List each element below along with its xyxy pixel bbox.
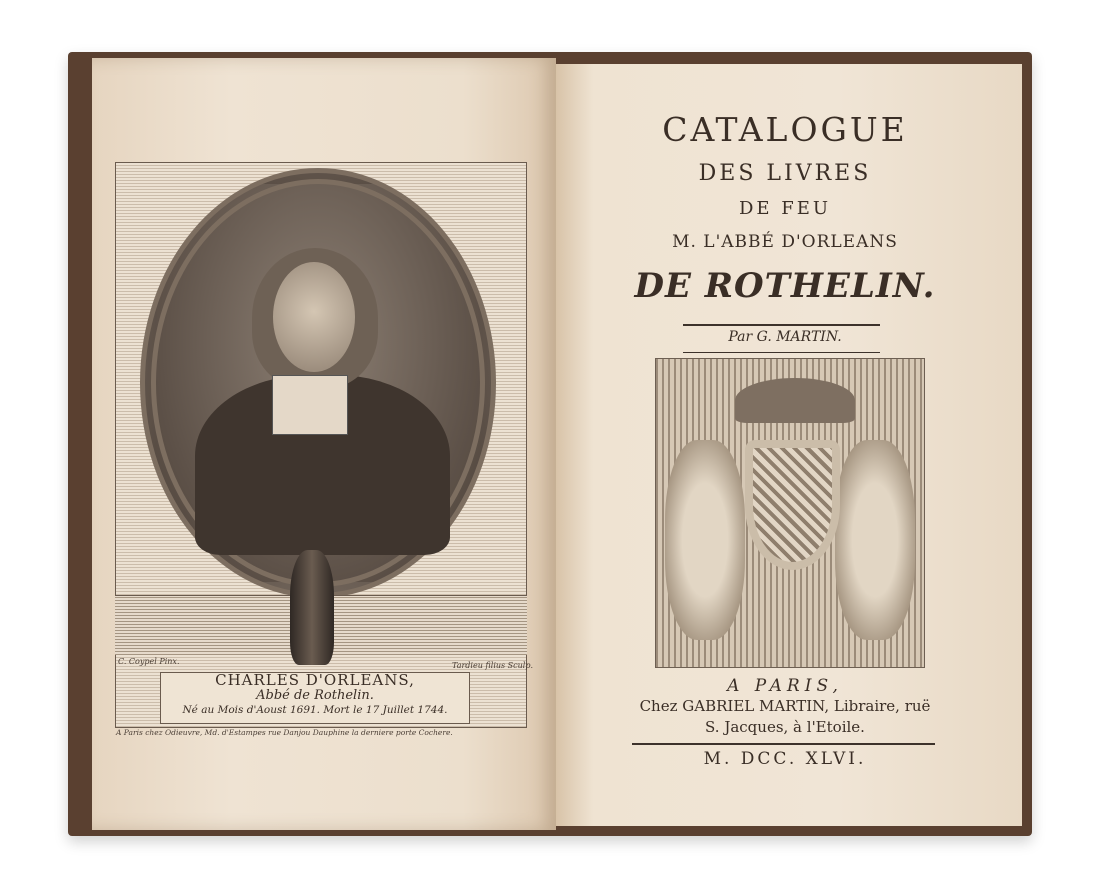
engraver-credit: Tardieu filius Sculp.	[452, 661, 534, 670]
painter-credit: C. Coypel Pinx.	[118, 657, 180, 666]
right-angel	[835, 440, 915, 640]
title-line-3: DE FEU	[738, 198, 832, 219]
crown	[735, 378, 855, 423]
rule-top	[683, 324, 880, 326]
vase	[290, 550, 334, 665]
rule-author	[683, 352, 880, 353]
place-line: A PARIS,	[727, 676, 843, 696]
left-angel	[665, 440, 745, 640]
title-line-2: DES LIVRES	[698, 161, 872, 186]
title-line-1: CATALOGUE	[662, 110, 908, 149]
date-line: M. DCC. XLVI.	[703, 749, 867, 769]
sitter-dates: Né au Mois d'Aoust 1691. Mort le 17 Juillet 1744.	[182, 704, 448, 716]
portrait-face	[273, 262, 355, 372]
title-line-5: DE ROTHELIN.	[634, 266, 936, 306]
publisher-line: A Paris chez Odieuvre, Md. d'Estampes rue Danjou Dauphine la derniere porte Cochere.	[116, 728, 453, 737]
title-line-4: M. L'ABBÉ D'ORLEANS	[672, 232, 898, 252]
shield	[745, 440, 840, 570]
sitter-name: CHARLES D'ORLEANS,	[215, 671, 415, 689]
rule-bottom	[632, 743, 935, 745]
sitter-title: Abbé de Rothelin.	[256, 688, 374, 703]
imprint-line-1: Chez GABRIEL MARTIN, Libraire, ruë	[639, 697, 931, 715]
portrait-collar	[272, 375, 348, 435]
author-line: Par G. MARTIN.	[728, 329, 842, 345]
imprint-line-2: S. Jacques, à l'Etoile.	[705, 718, 865, 736]
portrait-caption	[160, 672, 470, 724]
